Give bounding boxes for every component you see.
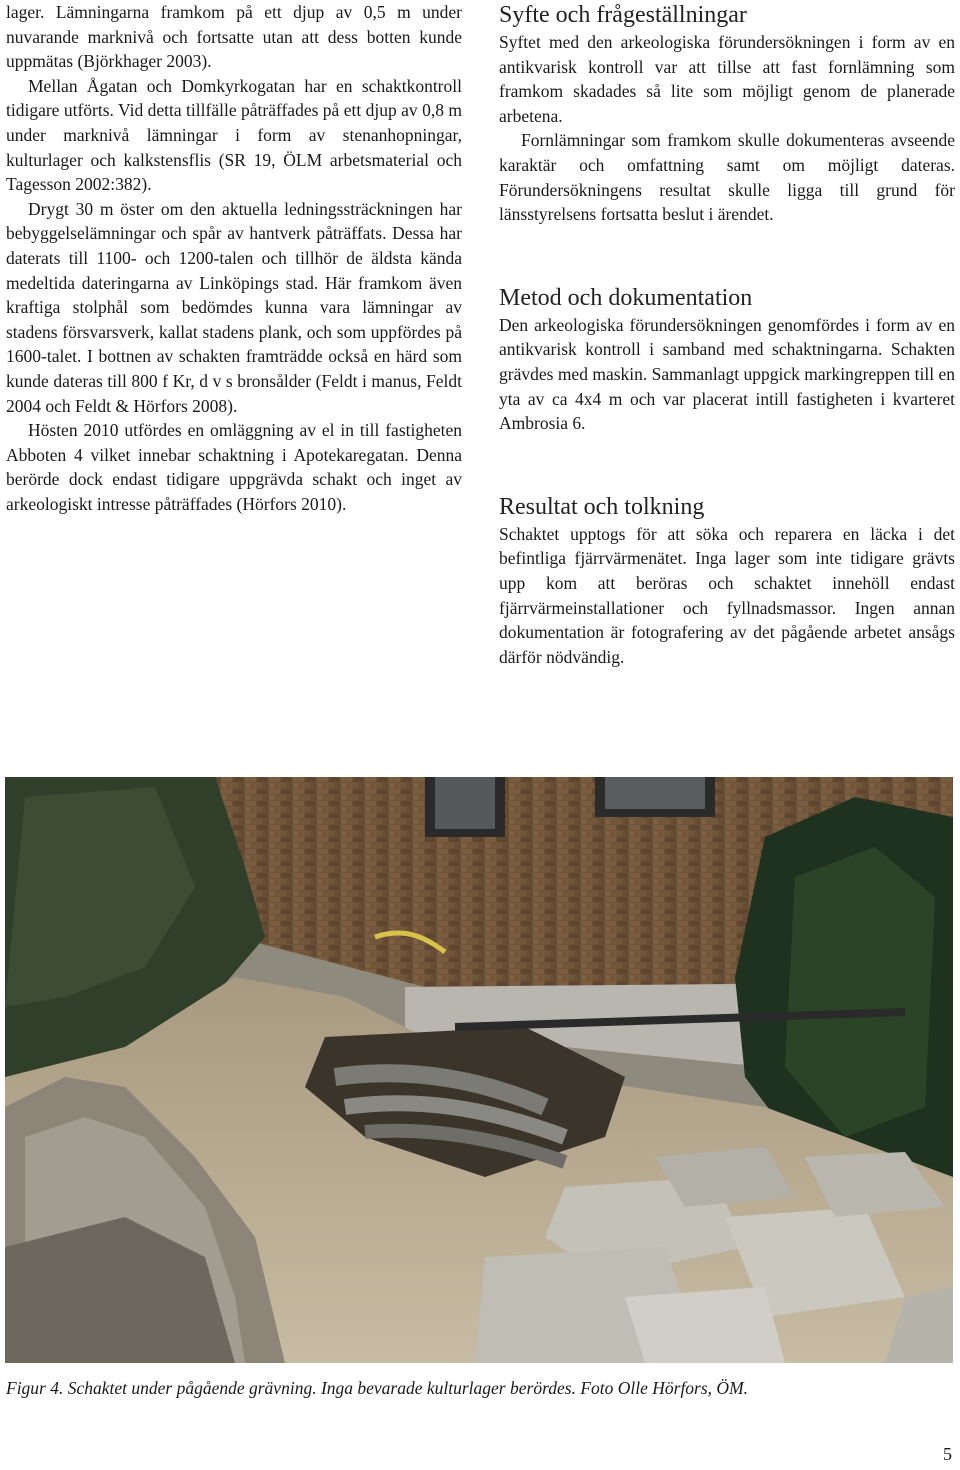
excavation-photo-illustration bbox=[5, 777, 953, 1363]
resultat-paragraph: Schaktet upptogs för att söka och reparera en läcka i det befintliga fjärrvärmenätet. Inga lager som inte tidigare grävts upp kom att beröras och schaktet innehöll endast fjärrvärmeinstallationer och fyllnadsmassor. Ingen annan dokumentation är fotografering av det pågående arbetet ansågs därför nödvändig. bbox=[499, 523, 955, 667]
figure-caption: Figur 4. Schaktet under pågående grävning. Inga bevarade kulturlager berördes. Foto Olle Hörfors, ÖM. bbox=[6, 1378, 749, 1398]
left-paragraph-2: Mellan Ågatan och Domkyrkogatan har en schaktkontroll tidigare utförts. Vid detta tillfälle påträffades på ett djup av 0,8 m under marknivå lämningar i form av stenanhopningar, kulturlager och kalkstensflis (SR 19, ÖLM arbetsmaterial och Tagesson 2002:382). bbox=[6, 75, 462, 195]
excavation-photo bbox=[5, 777, 953, 1363]
left-paragraph-1: lager. Lämningarna framkom på ett djup av 0,5 m under nuvarande marknivå och fortsatte utan att dess botten kunde uppmätas (Björkhager 2003). bbox=[6, 2, 462, 72]
metod-paragraph: Den arkeologiska förundersökningen genomfördes i form av en antikvarisk kontroll i samband med schaktningarna. Schakten grävdes med maskin. Sammanlagt uppgick markingreppen till en yta av ca 4x4 m och var placerat intill fastigheten i kvarteret Ambrosia 6. bbox=[499, 314, 955, 434]
page-number: 5 bbox=[943, 1444, 952, 1464]
left-paragraph-4: Hösten 2010 utfördes en omläggning av el in till fastigheten Abboten 4 vilket innebar schaktning i Apotekaregatan. Denna berörde dock endast tidigare uppgrävda schakt och inget av arkeologiskt intresse påträffades (Hörfors 2010). bbox=[6, 420, 462, 514]
left-paragraph-3: Drygt 30 m öster om den aktuella ledningssträckningen har bebyggelselämningar och spår av hantverk påträffats. Dessa har daterats till 1100- och 1200-talen och tillhör de äldsta kända medeltida dateringarna av Linköpings stad. Här framkom även kraftiga stolphål som bedömdes kunna vara lämningar av stadens försvarsverk, kallat stadens plank, och som uppfördes på 1600-talet. I bottnen av schakten framträdde också en härd som kunde dateras till 800 f Kr, d v s bronsålder (Feldt i manus, Feldt 2004 och Feldt & Hörfors 2008). bbox=[6, 198, 462, 416]
syfte-paragraph-1: Syftet med den arkeologiska förundersökningen i form av en antikvarisk kontroll var att tillse att fast fornlämning som framkom skadades så lite som möjligt genom de planerade arbetena. bbox=[499, 32, 955, 126]
syfte-paragraph-2: Fornlämningar som framkom skulle dokumenteras avseende karaktär och omfattning samt om möjligt dateras. Förundersökningens resultat skulle ligga till grund för länsstyrelsens fortsatta beslut i ärendet. bbox=[499, 130, 955, 225]
left-column bbox=[6, 0, 462, 516]
heading-syfte: Syfte och frågeställningar bbox=[499, 2, 747, 28]
right-column bbox=[499, 0, 955, 669]
heading-metod: Metod och dokumentation bbox=[499, 284, 753, 311]
heading-resultat: Resultat och tolkning bbox=[499, 493, 705, 520]
